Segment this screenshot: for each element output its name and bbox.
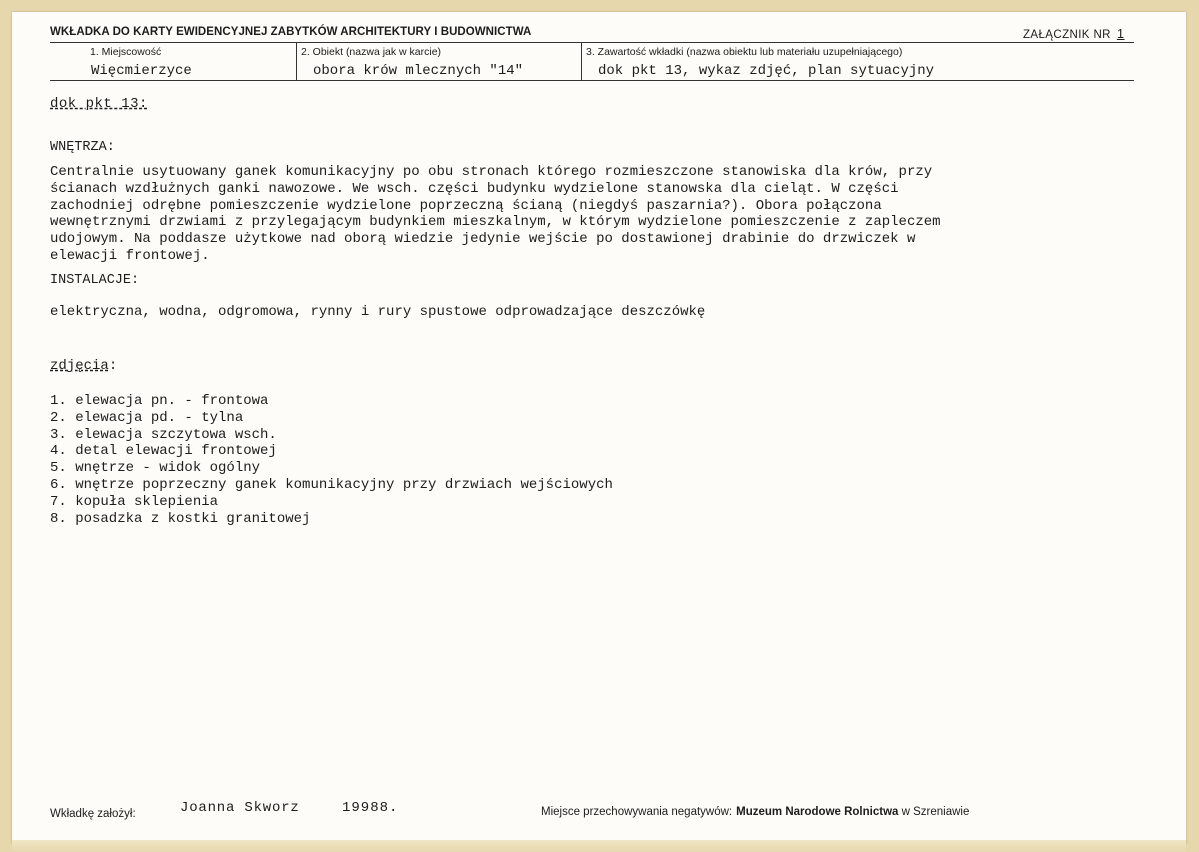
list-item: 2. elewacja pd. - tylna	[50, 409, 244, 426]
negatives-value: Muzeum Narodowe Rolnictwa	[736, 806, 899, 818]
interior-line: Centralnie usytuowany ganek komunikacyjny po obu stronach którego rozmieszczone stanowiska dla krów, przy	[50, 164, 933, 180]
interior-line: ścianach wzdłużnych ganki nawozowe. We wsch. części budynku wydzielone stanowska dla cieląt. W części	[50, 180, 899, 197]
attachment-number	[1023, 26, 1125, 41]
photos-heading-colon: :	[108, 358, 118, 374]
negatives-label: Miejsce przechowywania negatywów:	[541, 806, 733, 818]
founder-label: Wkładkę założył:	[50, 808, 136, 820]
negatives-location	[541, 806, 969, 818]
locality-cell	[50, 43, 296, 80]
photos-list	[50, 393, 613, 527]
list-item: 6. wnętrze poprzeczny ganek komunikacyjny przy drzwiach wejściowych	[50, 476, 613, 493]
interior-line: wewnętrznymi drzwiami z przylegającym budynkiem mieszkalnym, w którym wydzielone pomieszczenie z zapleczem	[50, 214, 941, 231]
interior-paragraph	[50, 164, 941, 265]
interior-line: elewacji frontowej.	[50, 247, 210, 264]
list-item: 3. elewacja szczytowa wsch.	[50, 426, 277, 443]
object-cell	[296, 43, 582, 80]
list-item: 4. detal elewacji frontowej	[50, 443, 277, 460]
interior-line: zachodniej odrębne pomieszczenie wydzielone poprzeczną ścianą (niegdyś paszarnia?). Obora połączona	[50, 197, 882, 214]
interior-heading: WNĘTRZA:	[50, 140, 115, 155]
sheet-edge	[12, 840, 1186, 852]
negatives-suffix: w Szreniawie	[901, 806, 970, 818]
contents-label: 3. Zawartość wkładki (nazwa obiektu lub materiału uzupełniającego)	[586, 46, 903, 58]
locality-value: Więcmierzyce	[91, 63, 192, 79]
installations-value: elektryczna, wodna, odgromowa, rynny i rury spustowe odprowadzające deszczówkę	[50, 304, 706, 320]
list-item: 1. elewacja pn. - frontowa	[50, 393, 269, 409]
object-label: 2. Obiekt (nazwa jak w karcie)	[301, 46, 442, 58]
contents-cell	[581, 43, 1135, 80]
installations-heading: INSTALACJE:	[50, 273, 140, 288]
header-form-table	[50, 42, 1134, 81]
object-value: obora krów mlecznych "14"	[313, 63, 524, 79]
list-item: 7. kopuła sklepienia	[50, 493, 219, 510]
attachment-label: ZAŁĄCZNIK NR	[1023, 29, 1111, 41]
photos-heading-label: zdjęcia	[50, 358, 109, 374]
dok-heading: dok pkt 13:	[50, 96, 148, 112]
interior-line: udojowym. Na poddasze użytkowe nad oborą wiedzie jedynie wejście po dostawionej drabinie do drzwiczek w	[50, 231, 916, 248]
document-title: WKŁADKA DO KARTY EWIDENCYJNEJ ZABYTKÓW ARCHITEKTURY I BUDOWNICTWA	[50, 26, 532, 38]
founder-date: 19988.	[342, 800, 399, 816]
list-item: 8. posadzka z kostki granitowej	[50, 510, 311, 527]
photos-heading	[50, 358, 117, 374]
locality-label: 1. Miejscowość	[90, 46, 162, 58]
list-item: 5. wnętrze - widok ogólny	[50, 460, 261, 477]
founder-name: Joanna Skworz	[180, 800, 300, 816]
contents-value: dok pkt 13, wykaz zdjęć, plan sytuacyjny	[598, 63, 935, 79]
attachment-number-value: 1	[1116, 26, 1125, 41]
